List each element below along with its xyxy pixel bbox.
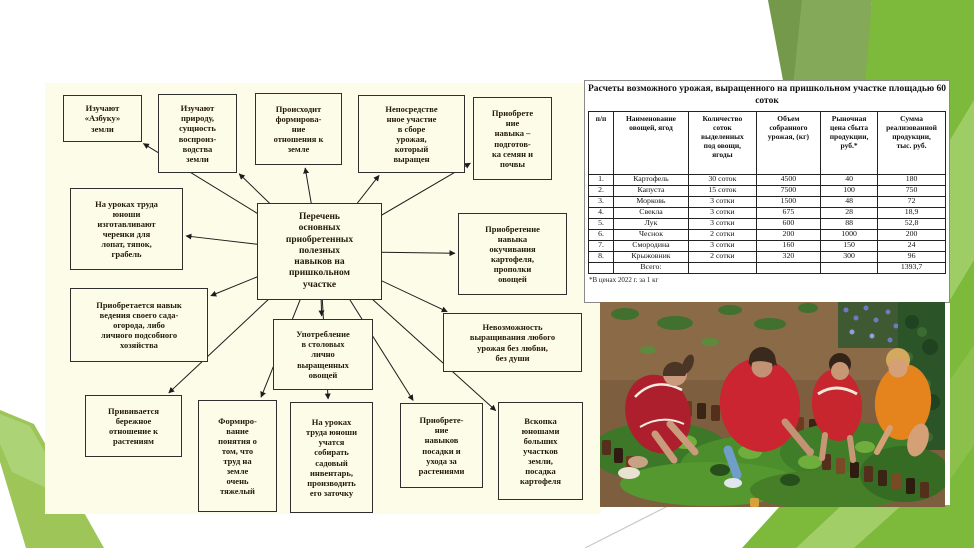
cell: 3 сотки bbox=[688, 240, 756, 251]
cell: 3 сотки bbox=[688, 196, 756, 207]
cell: 24 bbox=[878, 240, 946, 251]
diagram-box-lyubov: Невозможность выращивания любого урожая без любви, без души bbox=[443, 313, 582, 372]
cell: 180 bbox=[878, 174, 946, 185]
cell: 7500 bbox=[756, 185, 820, 196]
cell: 200 bbox=[756, 229, 820, 240]
cell: 300 bbox=[821, 251, 878, 262]
cell: 15 соток bbox=[688, 185, 756, 196]
cell: 96 bbox=[878, 251, 946, 262]
cell: Смородина bbox=[613, 240, 688, 251]
cell: 200 bbox=[878, 229, 946, 240]
cell: 48 bbox=[821, 196, 878, 207]
table-row bbox=[589, 240, 946, 251]
col-header: Рыночная цена сбыта продукции, руб.* bbox=[821, 111, 878, 174]
cell bbox=[756, 262, 820, 273]
cell: 160 bbox=[756, 240, 820, 251]
skills-diagram-panel bbox=[45, 83, 601, 514]
cell: 4. bbox=[589, 207, 614, 218]
cell: 3. bbox=[589, 196, 614, 207]
diagram-box-semena-pochva: Приобрете ние навыка – подготов- ка семян и почвы bbox=[473, 97, 552, 180]
cell: 40 bbox=[821, 174, 878, 185]
cell bbox=[821, 262, 878, 273]
diagram-box-otnoshenie: Происходит формирова- ние отношения к земле bbox=[255, 93, 342, 165]
cell: 1. bbox=[589, 174, 614, 185]
diagram-box-trud-tyazhelyi: Формиро- вание понятия о том, что труд на земле очень тяжелый bbox=[198, 400, 277, 512]
cell: Чеснок bbox=[613, 229, 688, 240]
cell: 72 bbox=[878, 196, 946, 207]
table-row bbox=[589, 251, 946, 262]
cell: 1000 bbox=[821, 229, 878, 240]
diagram-box-berezhnoe: Прививается бережное отношение к растениям bbox=[85, 395, 182, 457]
col-header: Количество соток выделенных под овощи, ягоды bbox=[688, 111, 756, 174]
diagram-box-posadka-uhod: Приобрете- ние навыков посадки и ухода за растениями bbox=[400, 403, 483, 488]
diagram-box-okuchivanie: Приобретение навыка окучивания картофеля, прополки овощей bbox=[458, 213, 567, 295]
table-title: Расчеты возможного урожая, выращенного на пришкольном участке площадью 60 соток bbox=[588, 84, 946, 106]
cell bbox=[688, 262, 756, 273]
cell: 5. bbox=[589, 218, 614, 229]
cell: 88 bbox=[821, 218, 878, 229]
diagram-box-stolovye: Употребление в столовых лично выращенных овощей bbox=[273, 319, 373, 390]
cell: 1500 bbox=[756, 196, 820, 207]
diagram-box-priroda: Изучают природу, сущность воспроиз- водства земли bbox=[158, 94, 237, 173]
cell: Морковь bbox=[613, 196, 688, 207]
cell: 150 bbox=[821, 240, 878, 251]
cell: 3 сотки bbox=[688, 207, 756, 218]
garden-photo bbox=[600, 302, 945, 507]
cell: 52,8 bbox=[878, 218, 946, 229]
cell: 675 bbox=[756, 207, 820, 218]
cell: 18,9 bbox=[878, 207, 946, 218]
cell: 30 соток bbox=[688, 174, 756, 185]
cell: 100 bbox=[821, 185, 878, 196]
diagram-box-sad-ogorod: Приобретается навык ведения своего сада- огорода, либо личного подсобного хозяйства bbox=[70, 288, 208, 362]
table-row bbox=[589, 207, 946, 218]
col-header: Объем собранного урожая, (кг) bbox=[756, 111, 820, 174]
cell: 6. bbox=[589, 229, 614, 240]
cell: 1393,7 bbox=[878, 262, 946, 273]
table-row bbox=[589, 218, 946, 229]
cell: 750 bbox=[878, 185, 946, 196]
cell bbox=[589, 262, 614, 273]
cell: 7. bbox=[589, 240, 614, 251]
cell: 2 сотки bbox=[688, 251, 756, 262]
col-header: Наименование овощей, ягод bbox=[613, 111, 688, 174]
col-header: п/п bbox=[589, 111, 614, 174]
diagram-box-center: Перечень основных приобретенных полезных навыков на пришкольном участке bbox=[257, 203, 382, 300]
diagram-box-cherenki: На уроках труда юноши изготавливают черенки для лопат, тяпок, грабель bbox=[70, 188, 183, 270]
table-footnote: *В ценах 2022 г. за 1 кг bbox=[589, 275, 659, 284]
table-total-row bbox=[589, 262, 946, 273]
cell: Всего: bbox=[613, 262, 688, 273]
table-row bbox=[589, 196, 946, 207]
table-header-row bbox=[589, 111, 946, 174]
harvest-table-panel bbox=[584, 80, 950, 303]
cell: Свекла bbox=[613, 207, 688, 218]
cell: Картофель bbox=[613, 174, 688, 185]
cell: 4500 bbox=[756, 174, 820, 185]
cell: 2 сотки bbox=[688, 229, 756, 240]
cell: 3 сотки bbox=[688, 218, 756, 229]
table-row bbox=[589, 174, 946, 185]
cell: Капуста bbox=[613, 185, 688, 196]
cell: Крыжовник bbox=[613, 251, 688, 262]
cell: 320 bbox=[756, 251, 820, 262]
table-row bbox=[589, 229, 946, 240]
cell: Лук bbox=[613, 218, 688, 229]
table-row bbox=[589, 185, 946, 196]
cell: 28 bbox=[821, 207, 878, 218]
diagram-box-sbor-urozhaya: Непосредстве нное участие в сборе урожая, который выращен bbox=[358, 95, 465, 173]
diagram-box-vskopka: Вскопка юношами больших участков земли, посадка картофеля bbox=[498, 402, 583, 500]
cell: 600 bbox=[756, 218, 820, 229]
diagram-box-azbuka: Изучают «Азбуку» земли bbox=[63, 95, 142, 142]
diagram-box-inventar: На уроках труда юноши учатся собирать садовый инвентарь, производить его заточку bbox=[290, 402, 373, 513]
col-header: Сумма реализованной продукции, тыс. руб. bbox=[878, 111, 946, 174]
cell: 2. bbox=[589, 185, 614, 196]
harvest-table bbox=[588, 111, 946, 274]
cell: 8. bbox=[589, 251, 614, 262]
